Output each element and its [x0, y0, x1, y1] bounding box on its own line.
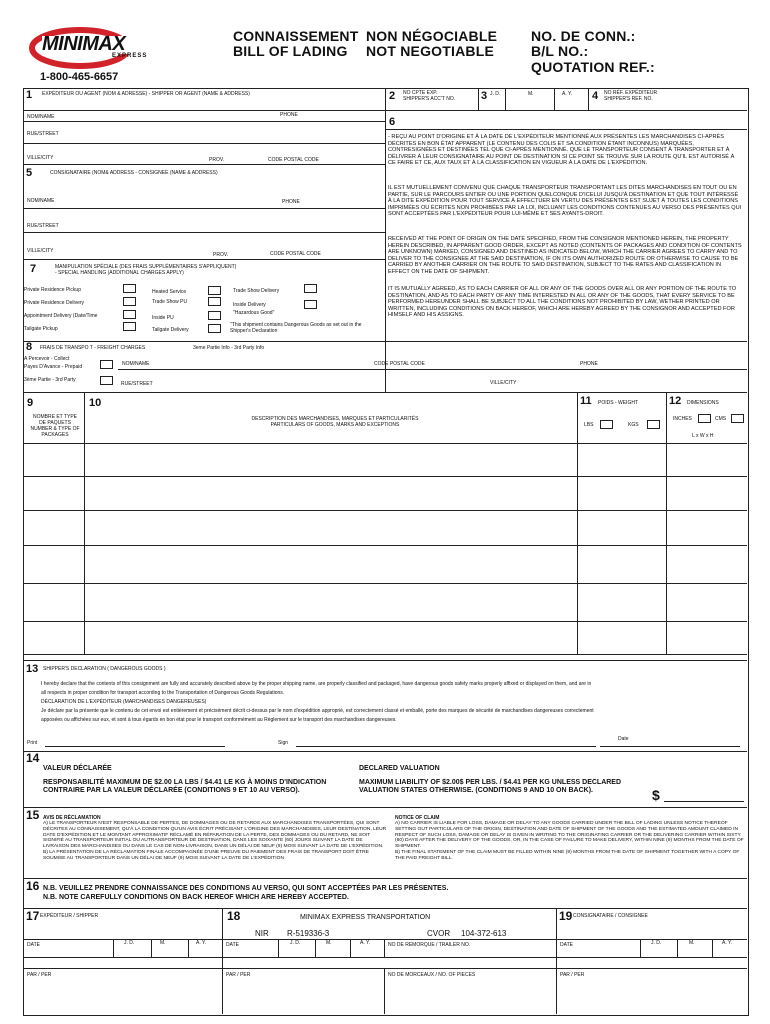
section-number: 15 — [26, 808, 40, 822]
s5-postal-label: CODE POSTAL CODE — [270, 251, 321, 257]
s11-lbs: LBS — [584, 422, 594, 428]
s18-trailer-label: NO DE REMORQUE / TRAILER NO. — [388, 942, 471, 948]
section-number: 19 — [559, 909, 573, 923]
s16-note-en: N.B. NOTE CAREFULLY CONDITIONS ON BACK HEREOF WHICH ARE HEREBY ACCEPTED. — [43, 894, 349, 901]
s6-paragraph-en: RECEIVED AT THE POINT OF ORIGIN ON THE DATE SPECIFIED, FROM THE CONSIGNOR MENTIONED HEREIN, THE PROPERTY HEREIN DESCRIBED, IN APPARENT GOOD ORDER, EXCEPT AS NOTED (CONTENTS OF PACKAGES AND CONDITION OF CONTENTS ARE UNKNOWN) MARKED, CONSIGNED AND DESTINED AS INDICATED BELOW, WHICH THE CARRIER AGREES TO CARRY AND TO DELIVER TO THE CONSIGNEE AT THE SAID DESTINATION, IF ON ITS OWN AUTHORIZED ROUTE OR OTHERWISE TO CAUSE TO BE CARRIED BY ANOTHER CARRIER ON THE ROUTE TO SAID DESTINATION, SUBJECT TO THE RATES AND CLASSIFICATION IN EFFECT ON THE DATE OF SHIPMENT. — [388, 236, 742, 275]
header-phone: 1-800-465-6657 — [40, 71, 119, 83]
s1-city-label: VILLE/CITY — [27, 155, 54, 161]
s15-avis: AVIS DE RÉCLAMATION — [43, 815, 101, 821]
s10-label: DESCRIPTION DES MARCHANDISES, MARQUES ET PARTICULARITÉS PARTICULARS OF GOODS, MARKS AND EXCEPTIONS — [251, 416, 419, 428]
nonneg-en: NOT NEGOTIABLE — [366, 43, 495, 59]
bl-no-label: B/L NO.: — [531, 43, 589, 59]
logo-name: MINIMAX — [42, 33, 126, 55]
s13-declaration-fr-title: DÉCLARATION DE L'EXPÉDITEUR (MARCHANDISES DANGEREUSES) — [41, 699, 207, 705]
s13-declaration-en-2: all respects in proper condition for transport according to the Transportation of Dangerous Goods Regulations. — [41, 690, 285, 696]
s12-checkbox-inches[interactable] — [698, 414, 711, 423]
s9-label: NOMBRE ET TYPE DE PAQUETS NUMBER & TYPE OF PACKAGES — [30, 414, 80, 438]
s15-text-en: A) NO CARRIER IS LIABLE FOR LOSS, DAMAGE OR DELAY TO ANY GOODS CARRIED UNDER THE BILL OF LADING UNLESS NOTICE THEREOF SETTING OUT PARTICULARS OF THE ORIGIN, DESTINATION AND DATE OF SHIPMENT OF THE GOODS AND THE ESTIMATED AMOUNT CLAIMED IN RESPECT OF SUCH LOSS, DAMAGE OR DELAY IS GIVEN IN WRITING TO THE ORIGINATING CARRIER OR THE DELIVERING CARRIER WITHIN SIXTY (60) DAYS AFTER THE DELIVERY OF THE GOODS, OR, IN THE CASE OF FAILURE TO MAKE DELIVERY, WITHIN NINE (9) MONTHS FROM THE DATE OF SHIPMENT. B) THE FINAL STATEMENT OF THE CLAIM MUST BE FILLED WITHIN NINE (9) MONTHS FROM THE DATE OF SHIPMENT TOGETHER WITH A COPY OF THE PAID FREIGHT BILL. — [395, 821, 744, 861]
s7-checkbox-private-delivery[interactable] — [123, 297, 136, 306]
s14-value-line[interactable] — [664, 801, 744, 802]
s1-label: EXPÉDITEUR OU AGENT (NOM & ADRESSE) - SHIPPER OR AGENT (NAME & ADDRESS) — [42, 91, 250, 97]
quotation-label: QUOTATION REF.: — [531, 59, 655, 75]
s7-opt-inside-delivery: Inside Delivery — [233, 302, 266, 308]
s18-jd: J. D. — [290, 940, 301, 946]
s17-par-label: PAR / PER — [27, 972, 52, 978]
s5-prov-label: PROV. — [213, 252, 229, 258]
s8-name-label: NOM/NAME — [122, 361, 150, 367]
s7-opt-hazardous: "Hazardous Good" — [233, 310, 275, 316]
s7-checkbox-tailgate-delivery[interactable] — [208, 324, 221, 333]
s18-par-label: PAR / PER — [226, 972, 251, 978]
s8-prepaid: Payes D'Avance - Prepaid — [24, 364, 83, 370]
s14-liability-en: MAXIMUM LIABILITY OF $2.00$ PER LBS. / $4.41 PER KG UNLESS DECLARED VALUATION STATES OTHERWISE. (CONDITIONS 9 AND 10 ON BACK). — [359, 779, 622, 794]
s1-phone-label: PHONE — [280, 112, 298, 118]
s8-third-info: 3eme Partie Info - 3rd Party Info — [193, 345, 265, 351]
s7-opt-tailgate-delivery: Tailgate Delivery — [152, 327, 189, 333]
s17-date-label: DATE — [27, 942, 40, 948]
s13-sign-line[interactable] — [296, 746, 596, 747]
s11-label: POIDS - WEIGHT — [598, 400, 638, 406]
s18-cvor-value: 104-372-613 — [461, 929, 507, 938]
section-number: 10 — [89, 397, 102, 409]
s5-name-label: NOM/NAME — [27, 198, 55, 204]
goods-row-line — [23, 621, 747, 622]
s13-declaration-fr-1: Je déclare par la présente que le contenu de cet envoi est entièrement et précisément décrit ci-dessus par le nom d'expédition approprié, est correctement classé et emballé, porte des marques de sécurité de marchandises dangereuses correctement — [41, 708, 594, 714]
s8-third-party: 3ème Partie - 3rd Party — [24, 377, 76, 383]
s17-m: M. — [160, 940, 166, 946]
s18-label: MINIMAX EXPRESS TRANSPORTATION — [300, 914, 431, 921]
s13-print-label: Print — [27, 740, 38, 746]
s1-prov-label: PROV. — [209, 157, 225, 163]
title-fr: CONNAISSEMENT — [233, 28, 359, 44]
s7-checkbox-inside-pu[interactable] — [208, 311, 221, 320]
s7-opt-tradeshow-pu: Trade Show PU — [152, 299, 188, 305]
s19-jd: J. D. — [651, 940, 662, 946]
s1-postal-label: CODE POSTAL CODE — [268, 157, 319, 163]
section-number: 3 — [481, 90, 488, 102]
goods-row-line — [23, 545, 747, 546]
s19-date-label: DATE — [560, 942, 573, 948]
s7-opt-private-pickup: Private Residence Pickup — [24, 287, 81, 293]
conn-no-label: NO. DE CONN.: — [531, 28, 636, 44]
s7-opt-dangerous-note: "This shipment contains Dangerous Goods as set out in the Shipper's Declaration — [230, 322, 362, 334]
s17-ay: A. Y. — [196, 940, 207, 946]
s11-checkbox-kgs[interactable] — [647, 420, 660, 429]
s5-city-label: VILLE/CITY — [27, 248, 54, 254]
s12-inches: INCHES — [673, 416, 692, 422]
nonneg-fr: NON NÉGOCIABLE — [366, 28, 498, 44]
s3-m: M. — [528, 91, 534, 97]
s4-label: NO RÉF. EXPÉDITEUR SHIPPER'S REF. NO. — [604, 90, 658, 102]
s12-cms: CMS — [715, 416, 727, 422]
s6-paragraph-fr-2: IL EST MUTUELLEMENT CONVENU QUE CHAQUE TRANSPORTEUR TRANSPORTANT LES DITES MARCHANDISES EN TOUT OU EN PARTIE, SUR LE PARCOURS ENTIER OU UNE PORTION QUELCONQUE D'ICELUI JUSQU'À DESTINATION ET QUE TOUT INTÉRESSÉ À LA DITE EXPÉDITION POUR TOUT SERVICE À EFFECTUER EN VERTU DES PRÉSENTES EST SUJET À TOUTES LES CONDITIONS IMPRIMÉES OU ÉCRITES NON PROHIBÉES PAR LA LOI, INCLUANT LES CONDITIONS CONTENUES AU VERSO DES PRÉSENTES QUI SONT ACCEPTÉES PAR L'EXPÉDITEUR POUR LUI-MÊME ET SES AYANTS-DROIT. — [388, 185, 742, 218]
section-number: 5 — [26, 167, 33, 179]
s18-date-label: DATE — [226, 942, 239, 948]
goods-row-line — [23, 583, 747, 584]
s7-checkbox-tailgate-pickup[interactable] — [123, 322, 136, 331]
s7-checkbox-tradeshow-delivery[interactable] — [304, 284, 317, 293]
s7-opt-tailgate-pickup: Tailgate Pickup — [24, 326, 58, 332]
s8-label: FRAIS DE TRANSPO T - FREIGHT CHARGES — [40, 345, 146, 351]
section-number: 13 — [26, 663, 39, 675]
s14-liability-fr: RESPONSABILITÉ MAXIMUM DE $2.00 LA LBS / $4.41 LE KG À MOINS D'INDICATION CONTRAIRE PAR LA VALEUR DÉCLARÉE (CONDITIONS 9 ET 10 AU VERSO). — [43, 779, 327, 794]
section-number: 18 — [227, 909, 241, 923]
s6-paragraph-fr: - REÇU AU POINT D'ORIGINE ET À LA DATE DE L'EXPÉDITEUR MENTIONNÉ AUX PRÉSENTES LES MARCHANDISES CI-APRÈS DÉCRITES EN BON ÉTAT APPARENT (LE CONTENU DES COLIS ET SA CONDITION ÉTANT INCONNUS) MARQUÉES, CONTRESIGNÉES ET DESTINÉES TEL QUE CI-APRÈS MENTIONNÉ. QUE LE TRANSPORTEUR CONSENT À TRANSPORTER ET À DÉLIVRER À LEUR CONSIGNATAIRE AU POINT DE DESTINATION SI CE POINT SE TROUVE SUR LA ROUTE QU'IL EST AUTORISÉ À CE FAIRE ET CE, AUX TAUX ET À LA CLASSIFICATION EN VIGUEUR À LA DATE DE L'EXPÉDITION. — [388, 134, 735, 167]
s13-declaration-en-1: I hereby declare that the contents of this consignment are fully and accurately described above by the proper shipping name, are properly classified and packaged, have dangerous goods safety marks properly affixed or displayed on them, and are in — [41, 681, 592, 687]
s8-checkbox-collect-prepaid[interactable] — [100, 360, 113, 369]
s7-opt-inside-pu: Inside PU — [152, 315, 174, 321]
form-frame — [23, 88, 749, 1016]
s5-phone-label: PHONE — [282, 199, 300, 205]
s11-checkbox-lbs[interactable] — [600, 420, 613, 429]
s15-notice: NOTICE OF CLAIM — [395, 815, 440, 821]
s3-ay: A. Y. — [562, 91, 573, 97]
s8-street-label: RUE/STREET — [121, 381, 153, 387]
s7-opt-private-delivery: Private Residence Delivery — [24, 300, 85, 306]
s18-cvor: CVOR — [427, 929, 451, 938]
section-number: 16 — [26, 879, 40, 893]
s7-opt-heated: Heated Service — [152, 289, 187, 295]
s11-kgs: KGS — [628, 422, 639, 428]
s12-checkbox-cms[interactable] — [731, 414, 744, 423]
s8-phone-label: PHONE — [580, 361, 598, 367]
s3-jd: J. D. — [490, 91, 501, 97]
s7-checkbox-tradeshow-pu[interactable] — [208, 297, 221, 306]
section-number: 12 — [669, 395, 682, 407]
s13-date-line[interactable] — [600, 746, 740, 747]
s7-checkbox-heated[interactable] — [208, 286, 221, 295]
section-number: 17 — [26, 909, 40, 923]
section-number: 11 — [580, 395, 592, 407]
s19-par-label: PAR / PER — [560, 972, 585, 978]
s7-checkbox-appointment[interactable] — [123, 310, 136, 319]
section-number: 14 — [26, 751, 40, 765]
section-number: 7 — [30, 263, 37, 275]
s8-collect: A Percevoir - Collect — [24, 356, 70, 362]
s7-checkbox-inside-delivery[interactable] — [304, 300, 317, 309]
s14-declared: DECLARED VALUATION — [359, 765, 440, 772]
s13-declaration-fr-2: apposées ou affichées sur eux, et sont à tous égards en bon état pour le transport conformément au Règlement sur le transport des marchandises dangereuses. — [41, 717, 397, 723]
s18-ay: A. Y. — [360, 940, 371, 946]
s14-dollar: $ — [652, 787, 660, 803]
s12-label: DIMENSIONS — [687, 400, 719, 406]
minimax-logo — [28, 26, 156, 70]
s13-print-line[interactable] — [45, 746, 225, 747]
s8-checkbox-third-party[interactable] — [100, 376, 113, 385]
section-number: 2 — [389, 90, 396, 102]
s12-lwh: L x W x H — [692, 433, 714, 439]
section-number: 4 — [592, 90, 599, 102]
s8-postal-label: CODE POSTAL CODE — [374, 361, 425, 367]
s18-nir: NIR — [255, 929, 269, 938]
s6-paragraph-en-2: IT IS MUTUALLY AGREED, AS TO EACH CARRIER OF ALL OR ANY OF THE GOODS OVER ALL OR ANY PORTION OF THE ROUTE TO DESTINATION, AND AS TO EACH PARTY OF ANY TIME INTERESTED IN ALL OR ANY OF THE GOODS, THAT EVERY SERVICE TO BE PERFORMED HEREUNDER SHALL BE SUBJECT TO ALL THE CONDITIONS NOT PROHIBITED BY LAW, WETHER PRINTED OR WRITTEN, INCLUDING CONDITIONS ON BACK HEREOF, WHICH ARE HEREBY AGREED BY THE CONSIGNOR AND ACCEPTED FOR HIMSELF AND HIS ASSIGNS. — [388, 286, 737, 319]
section-number: 9 — [27, 397, 34, 409]
goods-row-line — [23, 476, 747, 477]
s7-label: MANIPULATION SPÉCIALE (DES FRAIS SUPPLÉMENTAIRES S'APPLIQUENT) - SPECIAL HANDLING (ADDITIONAL CHARGES APPLY) — [55, 264, 237, 276]
s13-date-label: Date — [618, 736, 629, 742]
s5-street-label: RUE/STREET — [27, 223, 59, 229]
s18-nir-value: R-519336-3 — [287, 929, 330, 938]
s5-label: CONSIGNATAIRE (NOM& ADDRESS - CONSIGNEE (NAME & ADDRESS) — [50, 170, 218, 176]
section-number: 8 — [26, 341, 33, 353]
s7-opt-tradeshow-delivery: Trade Show Delivery — [233, 288, 280, 294]
section-number: 1 — [26, 89, 33, 101]
s15-text-fr: A) LE TRANSPORTEUR N'EST RESPONSABLE DE PERTES, DE DOMMAGES OU DE RETARDS AUX MARCHANDISES TRANSPORTÉES, QUI SONT DÉCRITES AU CONNAISSEMENT, QU'À LA CONDITION QU'UN AVIS ÉCRIT PRÉCISANT L'ORIGINE DES MARCHANDISES, LEUR DESTINATION, LEUR DATE D'EXPÉDITION ET LE MONTANT APPROXIMATIF RÉCLAMÉ EN RÉPARATION DE LA PERTE, DES DOMMAGES OU DU RETARD, NE SOIT SIGNIFIÉ AU TRANSPORTEUR INITIAL OU AUTRANSPORTEUR DE DESTINATION, DANS LES SOIXANTE (60) JOURS SUIVANT LA DATE DE LIVRAISON DES MARCHANDISES OU DANS LE CAS DE NON-LIVRAISON, DANS UN DÉLAI DE NEUF (9) MOIS SUIVANT LA DATE DE L'EXPÉDITION. B) LA PRÉSENTATION DE LA RÉCLAMATION FINALE ACCOMPAGNÉE D'UNE PREUVE DU PAIEMENT DES FRAIS DE TRANSPORT DOIT ÊTRE SOUMISE AU TRANSPORTEUR DANS UN DÉLAI DE NEUF (9) MOIS SUIVANT LA DATE DE L'EXPÉDITION — [43, 821, 387, 861]
s19-ay: A. Y. — [722, 940, 733, 946]
s13-label: SHIPPER'S DECLARATION ( DANGEROUS GOODS ) — [43, 666, 166, 672]
s18-pieces-label: NO DE MORCEAUX / NO. OF PIECES — [388, 972, 476, 978]
s7-checkbox-private-pickup[interactable] — [123, 284, 136, 293]
s1-name-label: NOM/NAME — [27, 114, 55, 120]
title-en: BILL OF LADING — [233, 43, 348, 59]
section-number: 6 — [389, 116, 396, 128]
s19-m: M. — [689, 940, 695, 946]
s7-opt-appointment: Appointment Delivery (Date/Time — [24, 313, 98, 319]
s19-label: CONSIGNATAIRE / CONSIGNEE — [573, 913, 648, 919]
s17-label: EXPÉDITEUR / SHIPPER — [40, 913, 99, 919]
s17-jd: J. D. — [124, 940, 135, 946]
s14-valeur: VALEUR DÉCLARÉE — [43, 765, 112, 772]
s13-sign-label: Sign — [278, 740, 289, 746]
logo-sub: EXPRESS — [112, 53, 148, 59]
s16-note-fr: N.B. VEUILLEZ PRENDRE CONNAISSANCE DES CONDITIONS AU VERSO, QUI SONT ACCEPTÉES PAR LES PRÉSENTES. — [43, 885, 449, 892]
s18-m: M. — [326, 940, 332, 946]
s2-label: NO CPTE EXP. SHIPPER'S ACC'T NO. — [403, 90, 456, 102]
s1-street-label: RUE/STREET — [27, 131, 59, 137]
goods-row-line — [23, 510, 747, 511]
s8-city-label: VILLE/CITY — [490, 380, 517, 386]
